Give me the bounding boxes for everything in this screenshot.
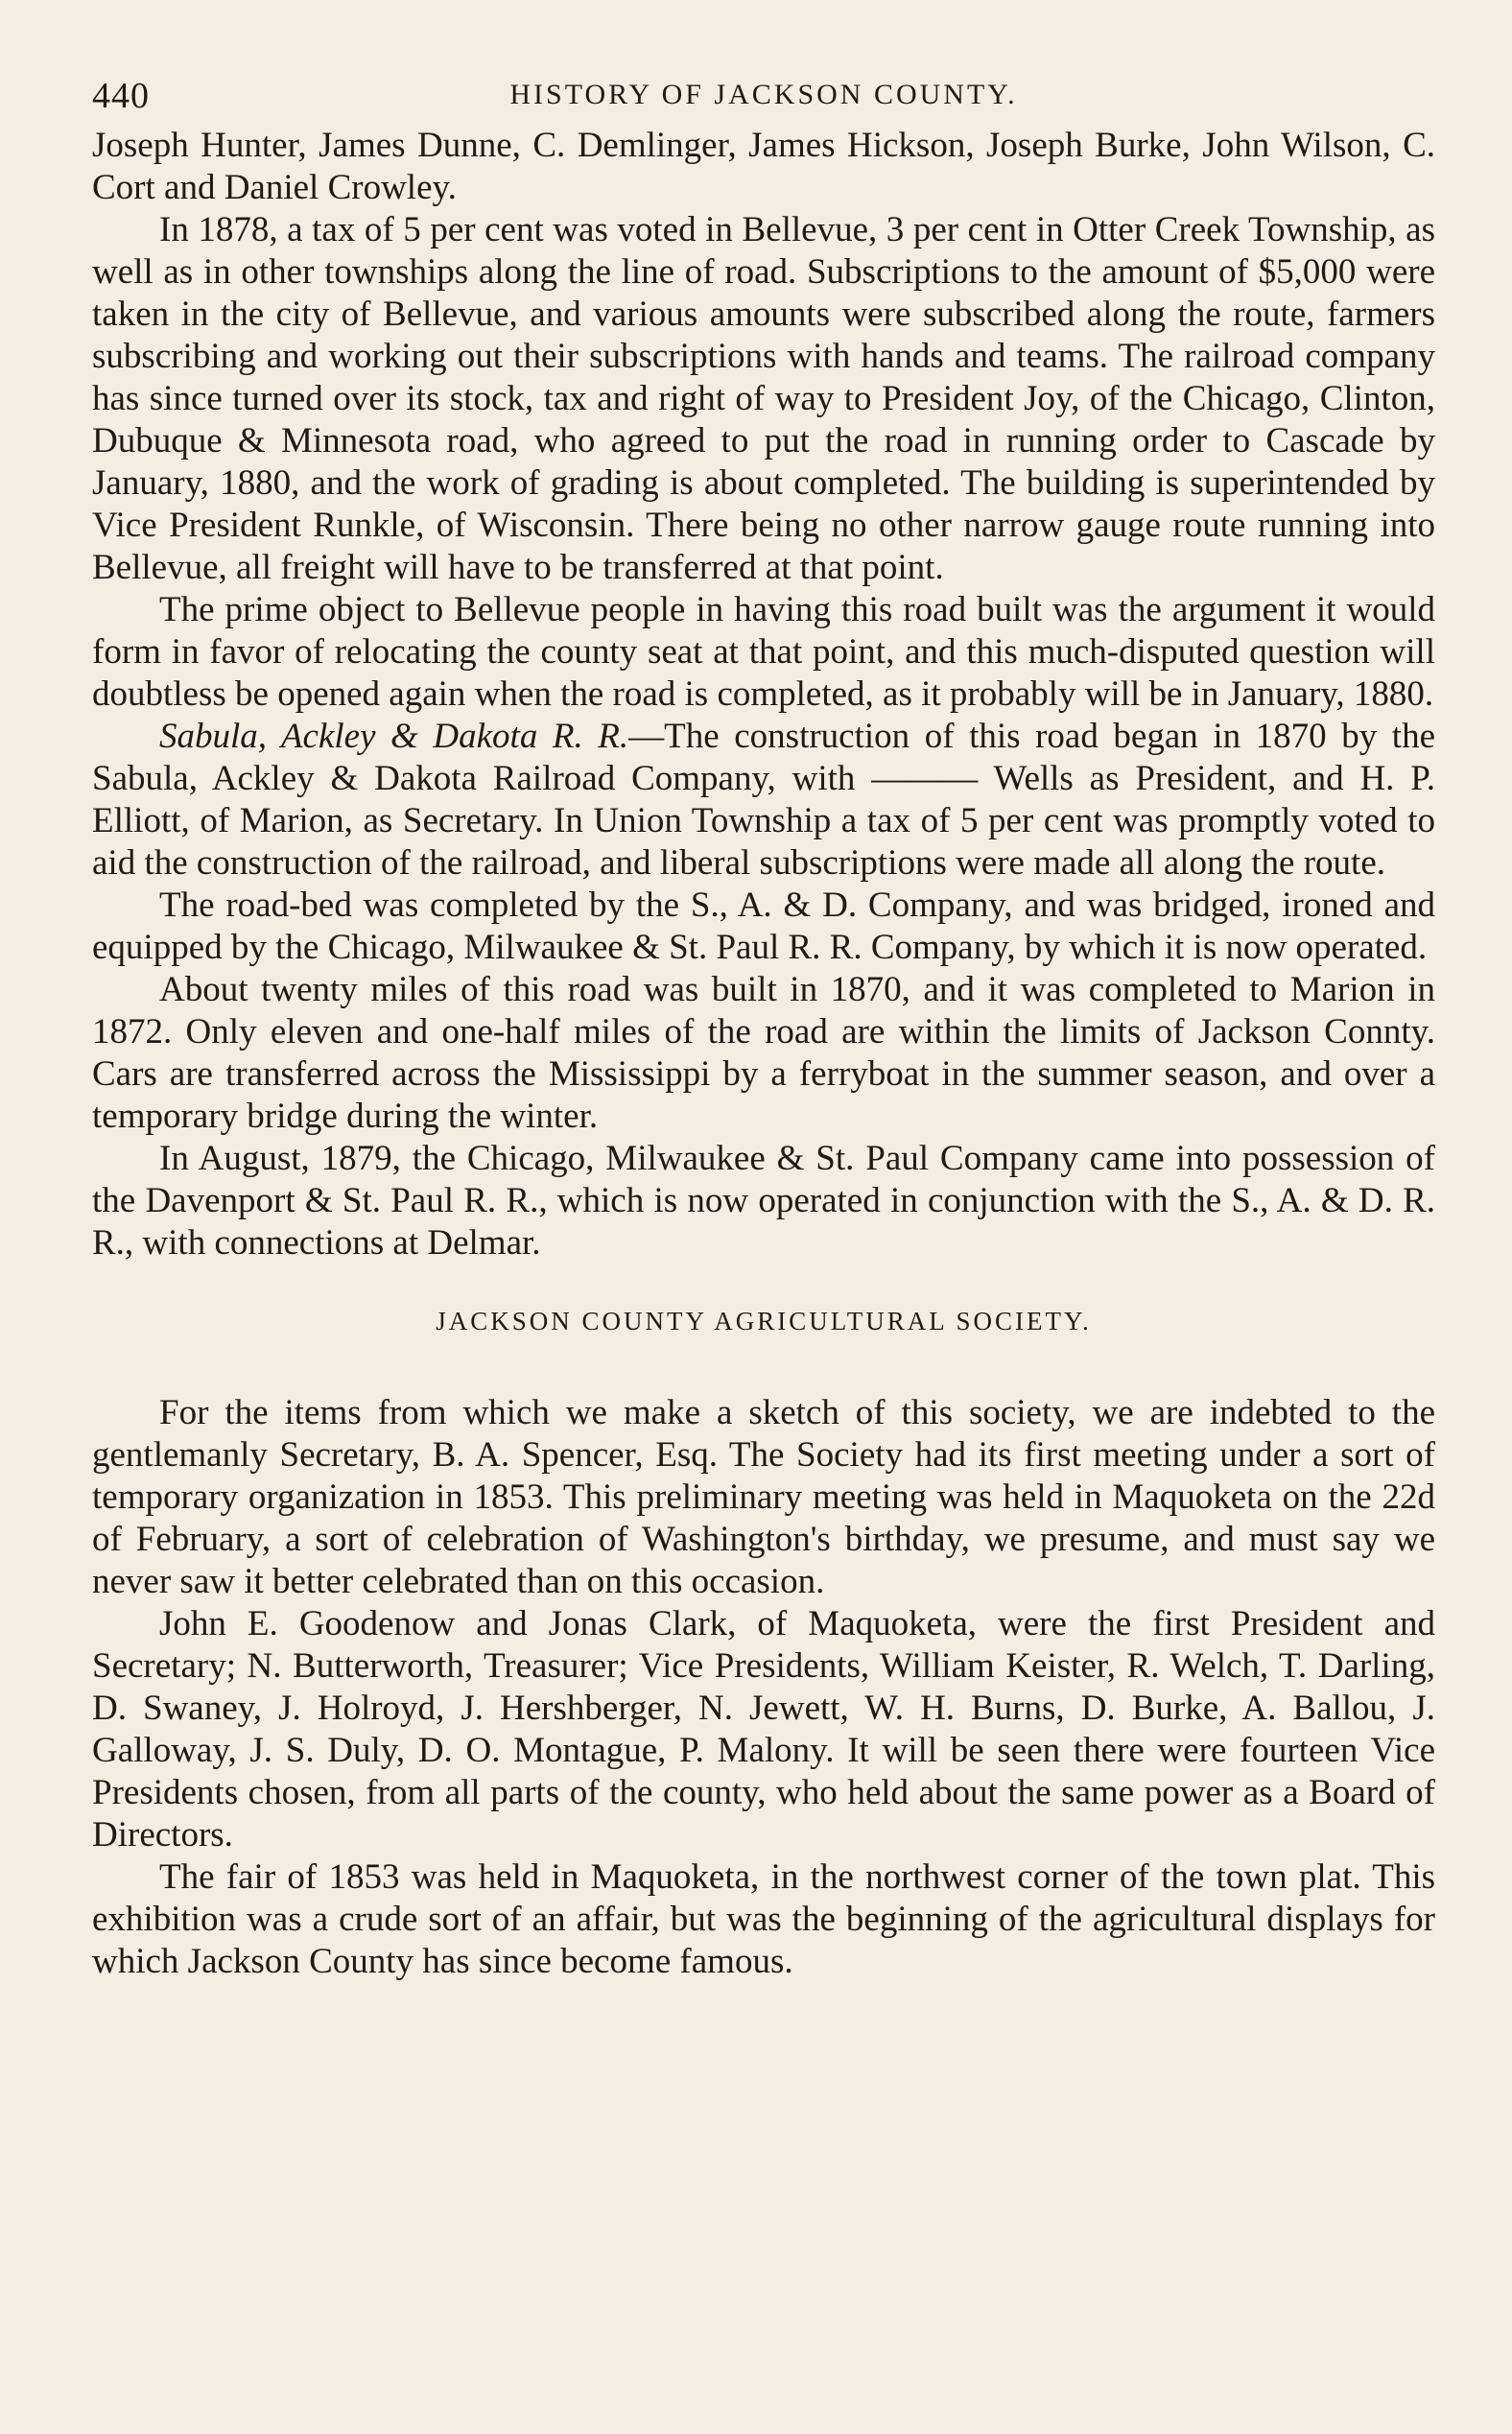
running-title: HISTORY OF JACKSON COUNTY. bbox=[509, 79, 1018, 110]
sabula-railroad-title: Sabula, Ackley & Dakota R. R. bbox=[159, 717, 629, 756]
sabula-railroad-text: —The construction of this road began in 1870 by the Sabula, Ackley & Dakota Railroad Company, with ——— Wells as President, and H. P. Elliott, of Marion, as Secretary. In Union Township a tax of 5 per cent was promptly voted to aid the construction of the railroad, and liberal subscriptions were made all along the route. bbox=[92, 717, 1435, 883]
paragraph-road-bed: The road-bed was completed by the S., A. & D. Company, and was bridged, ironed and equipped by the Chicago, Milwaukee & St. Paul R. R. Company, by which it is now operated. bbox=[92, 886, 1435, 967]
section-heading: JACKSON COUNTY AGRICULTURAL SOCIETY. bbox=[436, 1307, 1092, 1335]
running-head bbox=[92, 67, 1435, 125]
paragraph-officers: John E. Goodenow and Jonas Clark, of Maquoketa, were the first President and Secretary; N. Butterworth, Treasurer; Vice Presidents, William Keister, R. Welch, T. Darling, D. Swaney, J. Holroyd, J. Hershberger, N. Jewett, W. H. Burns, D. Burke, A. Ballou, J. Galloway, J. S. Duly, D. O. Montague, P. Malony. It will be seen there were fourteen Vice Presidents chosen, from all parts of the county, who held about the same power as a Board of Directors. bbox=[92, 1604, 1435, 1855]
book-page bbox=[92, 67, 1435, 1983]
page-number: 440 bbox=[92, 76, 150, 116]
body-text bbox=[92, 125, 1435, 1983]
paragraph-fair-1853: The fair of 1853 was held in Maquoketa, in the northwest corner of the town plat. This exhibition was a crude sort of an affair, but was the beginning of the agricultural displays for which Jackson County has since become famous. bbox=[92, 1857, 1435, 1981]
paragraph-tax-vote: In 1878, a tax of 5 per cent was voted in Bellevue, 3 per cent in Otter Creek Township, as well as in other townships along the line of road. Subscriptions to the amount of $5,000 were taken in the city of Bellevue, and various amounts were subscribed along the route, farmers subscribing and working out their subscriptions with hands and teams. The railroad company has since turned over its stock, tax and right of way to President Joy, of the Chicago, Clinton, Dubuque & Minnesota road, who agreed to put the road in running order to Cascade by January, 1880, and the work of grading is about completed. The building is superintended by Vice President Runkle, of Wisconsin. There being no other narrow gauge route running into Bellevue, all freight will have to be transferred at that point. bbox=[92, 210, 1435, 587]
paragraph-continuation: Joseph Hunter, James Dunne, C. Demlinger, James Hickson, Joseph Burke, John Wilson, C. Cort and Daniel Crowley. bbox=[92, 126, 1435, 207]
paragraph-society-items: For the items from which we make a sketch of this society, we are indebted to the gentlemanly Secretary, B. A. Spencer, Esq. The Society had its first meeting under a sort of temporary organization in 1853. This preliminary meeting was held in Maquoketa on the 22d of February, a sort of celebration of Washington's birthday, we presume, and must say we never saw it better celebrated than on this occasion. bbox=[92, 1393, 1435, 1601]
paragraph-county-seat: The prime object to Bellevue people in having this road built was the argument it would form in favor of relocating the county seat at that point, and this much-disputed question will doubtless be opened again when the road is completed, as it probably will be in January, 1880. bbox=[92, 590, 1435, 714]
paragraph-miles-built: About twenty miles of this road was built in 1870, and it was completed to Marion in 1872. Only eleven and one-half miles of the road are within the limits of Jackson Connty. Cars are transferred across the Mississippi by a ferryboat in the summer season, and over a temporary bridge during the winter. bbox=[92, 970, 1435, 1136]
paragraph-sabula-railroad bbox=[92, 716, 1435, 885]
paragraph-possession: In August, 1879, the Chicago, Milwaukee & St. Paul Company came into possession of the Davenport & St. Paul R. R., which is now operated in conjunction with the S., A. & D. R. R., with connections at Delmar. bbox=[92, 1139, 1435, 1263]
